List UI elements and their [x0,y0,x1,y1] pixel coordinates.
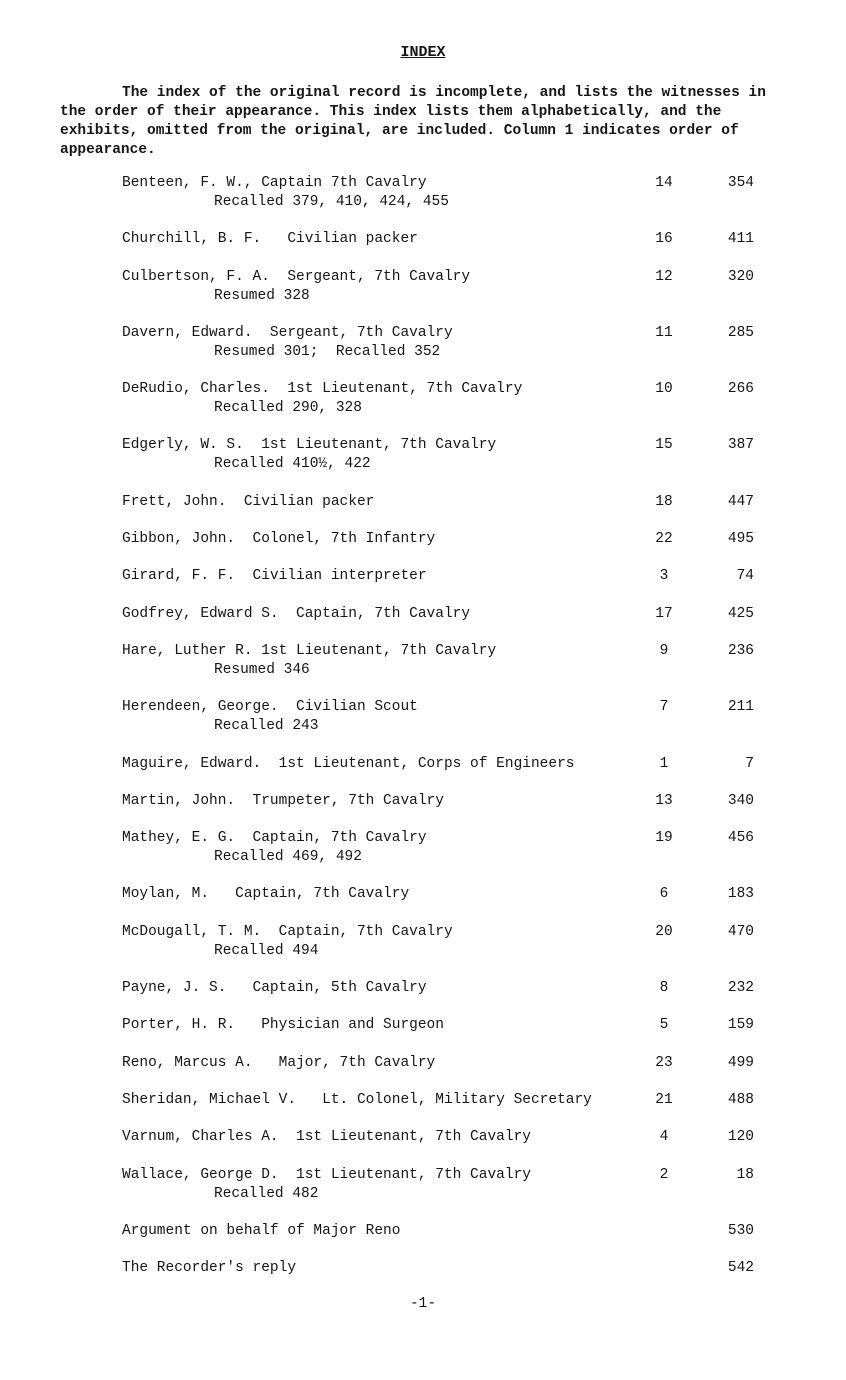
entry-name: Benteen, F. W., Captain 7th Cavalry [122,175,427,191]
index-entry [0,755,846,774]
entry-page: 266 [727,381,754,398]
entry-subline: Recalled 469, 492 [214,849,362,866]
index-entry [0,642,846,680]
index-entry [0,230,846,249]
entry-name: Girard, F. F. Civilian interpreter [122,568,427,585]
index-entry [0,324,846,362]
entry-page: 74 [736,568,754,585]
entry-order: 15 [655,437,673,454]
entry-name: Porter, H. R. Physician and Surgeon [122,1017,444,1034]
entry-name: The Recorder's reply [122,1260,297,1277]
entry-page: 387 [727,437,754,454]
index-entry [0,885,846,904]
entry-name: Davern, Edward. Sergeant, 7th Cavalry [122,324,453,341]
index-entry [0,567,846,586]
entry-page: 411 [727,231,754,248]
entry-subline: Resumed 328 [214,287,310,304]
entry-page: 340 [727,792,754,809]
index-entry [0,380,846,418]
index-entry [0,436,846,474]
entry-name: Churchill, B. F. Civilian packer [122,231,418,248]
entry-page: 18 [736,1166,754,1183]
entry-subline: Recalled 290, 328 [214,400,362,417]
entry-order: 13 [655,792,673,809]
page-title: INDEX [400,44,446,61]
entry-subline: Recalled 379, 410, 424, 455 [214,194,449,210]
index-entry [0,493,846,512]
entry-page: 159 [727,1017,754,1034]
index-entry [0,829,846,867]
entry-page: 425 [727,605,754,622]
index-entry [0,979,846,998]
entry-page: 354 [727,175,754,191]
entry-page: 456 [727,830,754,847]
index-entry [0,698,846,736]
entry-subline: Recalled 410½, 422 [214,456,371,473]
entry-order: 17 [655,605,673,622]
entry-page: 495 [727,531,754,548]
entry-subline: Recalled 494 [214,942,319,959]
entry-subline: Resumed 301; Recalled 352 [214,343,441,360]
entry-order: 21 [655,1091,673,1108]
entry-name: Godfrey, Edward S. Captain, 7th Cavalry [122,605,471,622]
entry-order: 12 [655,268,673,285]
entry-name: Moylan, M. Captain, 7th Cavalry [122,886,410,903]
entry-order: 3 [659,568,669,585]
entry-name: Hare, Luther R. 1st Lieutenant, 7th Cavalry [122,642,497,659]
entry-name: Martin, John. Trumpeter, 7th Cavalry [122,792,444,809]
entry-page: 285 [727,324,754,341]
entry-page: 183 [727,886,754,903]
page-number: -1- [409,1296,437,1312]
index-entry [0,1054,846,1073]
entry-order: 18 [655,493,673,510]
entry-order: 9 [659,642,669,659]
entry-name: Maguire, Edward. 1st Lieutenant, Corps of Engineers [122,755,575,772]
entry-order: 14 [655,175,673,191]
index-entry [0,530,846,549]
entry-page: 236 [727,642,754,659]
entry-page: 211 [727,699,754,716]
index-list [0,174,846,1278]
index-entry [0,268,846,306]
entry-order: 11 [655,324,673,341]
entry-page: 7 [745,755,754,772]
entry-order: 7 [659,699,669,716]
entry-order: 23 [655,1054,673,1071]
entry-name: DeRudio, Charles. 1st Lieutenant, 7th Cavalry [122,381,523,398]
entry-page: 120 [727,1129,754,1146]
entry-page: 499 [727,1054,754,1071]
entry-name: Payne, J. S. Captain, 5th Cavalry [122,980,427,997]
entry-order: 1 [659,755,669,772]
index-entry [0,1166,846,1204]
entry-name: McDougall, T. M. Captain, 7th Cavalry [122,923,453,940]
entry-order: 6 [659,886,669,903]
index-entry [0,792,846,811]
entry-subline: Resumed 346 [214,661,310,678]
index-entry [0,1222,846,1241]
entry-order: 10 [655,381,673,398]
index-entry [0,174,846,212]
entry-order: 2 [659,1166,669,1183]
entry-name: Herendeen, George. Civilian Scout [122,699,418,716]
entry-name: Wallace, George D. 1st Lieutenant, 7th Cavalry [122,1166,531,1183]
entry-name: Frett, John. Civilian packer [122,493,375,510]
entry-name: Culbertson, F. A. Sergeant, 7th Cavalry [122,268,471,285]
entry-name: Argument on behalf of Major Reno [122,1222,401,1239]
entry-order: 5 [659,1017,669,1034]
entry-order: 22 [655,531,673,548]
entry-page: 447 [727,493,754,510]
entry-order: 16 [655,231,673,248]
index-entry [0,923,846,961]
entry-page: 320 [727,268,754,285]
index-entry [0,1259,846,1278]
entry-page: 530 [727,1222,754,1239]
intro-text: The index of the original record is incomplete, and lists the witnesses in the order of their appearance. This index lists them alphabetically, and the exhibits, omitted from the original, are included. Column 1 indicates order of appearance. [60,85,766,158]
index-entry [0,1016,846,1035]
entry-name: Reno, Marcus A. Major, 7th Cavalry [122,1054,436,1071]
entry-order: 8 [659,980,669,997]
entry-subline: Recalled 482 [214,1185,319,1202]
entry-order: 19 [655,830,673,847]
entry-name: Gibbon, John. Colonel, 7th Infantry [122,531,436,548]
entry-page: 488 [727,1091,754,1108]
entry-page: 542 [727,1260,754,1277]
index-entry [0,605,846,624]
entry-name: Sheridan, Michael V. Lt. Colonel, Military Secretary [122,1091,592,1108]
entry-name: Varnum, Charles A. 1st Lieutenant, 7th Cavalry [122,1129,531,1146]
intro-paragraph [60,84,790,160]
entry-order: 4 [659,1129,669,1146]
entry-name: Edgerly, W. S. 1st Lieutenant, 7th Cavalry [122,437,497,454]
entry-order: 20 [655,923,673,940]
entry-page: 470 [727,923,754,940]
index-entry [0,1128,846,1147]
index-entry [0,1091,846,1110]
entry-name: Mathey, E. G. Captain, 7th Cavalry [122,830,427,847]
entry-subline: Recalled 243 [214,718,319,735]
entry-page: 232 [727,980,754,997]
